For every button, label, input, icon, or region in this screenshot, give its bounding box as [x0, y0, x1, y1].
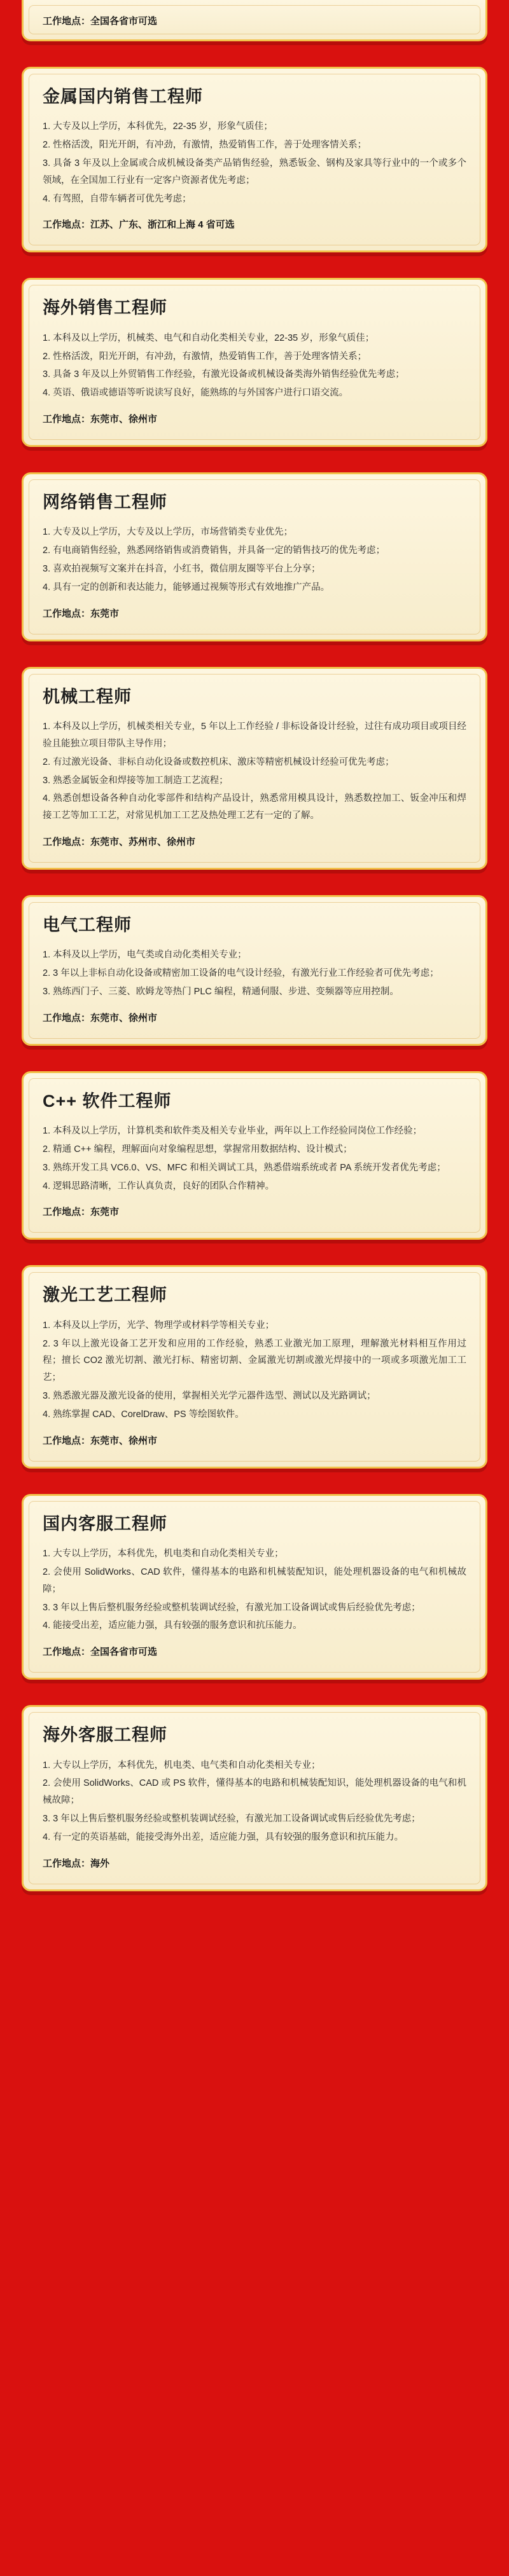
job-requirement-item: 3. 熟练开发工具 VC6.0、VS、MFC 和相关调试工具，熟悉借端系统或者 PA 系统开发者优先考虑；: [43, 1162, 446, 1173]
job-requirements: [43, 718, 466, 825]
job-requirements: [43, 330, 466, 402]
job-requirement-item: 1. 本科及以上学历，电气类或自动化类相关专业；: [43, 950, 247, 961]
job-title: 海外客服工程师: [43, 1725, 167, 1745]
job-requirements: [43, 947, 466, 1000]
job-requirement-item: 3. 熟练西门子、三菱、欧姆龙等热门 PLC 编程，精通伺服、步进、变频器等应用控制。: [43, 987, 399, 997]
job-requirement-item: 3. 3 年以上售后整机服务经验或整机装调试经验，有激光加工设备调试或售后经验优先考虑；: [43, 1814, 421, 1825]
job-requirement-item: 1. 本科及以上学历，光学、物理学或材料学等相关专业；: [43, 1320, 275, 1331]
job-card: [22, 1494, 487, 1680]
job-requirement-item: 4. 熟悉创想设备各种自动化零部件和结构产品设计，熟悉常用模具设计，熟悉数控加工、钣金冲压和焊接工艺等加工工艺，对常见机加工工艺及热处理工艺有一定的了解。: [43, 793, 466, 821]
job-title: 电气工程师: [43, 915, 132, 935]
job-location-label: 工作地点：: [43, 1435, 91, 1446]
job-location-label: 工作地点：: [43, 1647, 91, 1658]
job-requirement-item: 3. 3 年以上售后整机服务经验或整机装调试经验，有激光加工设备调试或售后经验优先考虑；: [43, 1602, 421, 1613]
job-requirement-item: 4. 英语、俄语或德语等听说读写良好，能熟练的与外国客户进行口语交流。: [43, 388, 349, 399]
job-requirement-item: 2. 会使用 SolidWorks、CAD 或 PS 软件，懂得基本的电路和机械装配知识，能处理机器设备的电气和机械故障；: [43, 1778, 466, 1806]
job-card: [22, 278, 487, 447]
job-requirements: [43, 1545, 466, 1634]
job-card-partial: [22, 0, 487, 41]
job-location-label: 工作地点：: [43, 1012, 91, 1024]
job-location-label: 工作地点：: [43, 219, 91, 231]
job-requirement-item: 3. 熟悉激光器及激光设备的使用，掌握相关光学元器件选型、测试以及光路调试；: [43, 1391, 376, 1402]
job-requirements: [43, 524, 466, 596]
job-location-value: 海外: [90, 1858, 110, 1869]
job-requirement-item: 1. 本科及以上学历，机械类、电气和自动化类相关专业，22-35 岁，形象气质佳；: [43, 332, 375, 343]
job-card: [22, 67, 487, 252]
job-location: [43, 1011, 466, 1026]
job-requirement-item: 1. 大专以上学历，本科优先，机电类和自动化类相关专业；: [43, 1549, 284, 1559]
job-location-value: 东莞市、苏州市、徐州市: [90, 837, 196, 847]
job-requirements: [43, 1317, 466, 1423]
job-requirement-item: 1. 大专以上学历，本科优先，机电类、电气类和自动化类相关专业；: [43, 1760, 321, 1771]
job-requirement-item: 4. 熟练掌握 CAD、CorelDraw、PS 等绘图软件。: [43, 1409, 244, 1420]
job-requirements: [43, 1123, 466, 1195]
job-location: [43, 1856, 466, 1872]
job-requirement-item: 4. 逻辑思路清晰，工作认真负责，良好的团队合作精神。: [43, 1181, 275, 1191]
job-card: [22, 1071, 487, 1240]
job-requirement-item: 4. 能接受出差，适应能力强，具有较强的服务意识和抗压能力。: [43, 1620, 302, 1631]
job-requirement-item: 2. 3 年以上激光设备工艺开发和应用的工作经验，熟悉工业激光加工原理，理解激光材料相互作用过程；擅长 CO2 激光切割、激光打标、精密切割、金属激光切割或激光焊接中的一项或多项激光加工工艺；: [43, 1338, 466, 1383]
job-location: [43, 1434, 466, 1449]
job-location: [43, 606, 466, 622]
job-location: [43, 1645, 466, 1660]
job-location-value: 东莞市、徐州市: [90, 1012, 158, 1024]
job-location-label: 工作地点：: [43, 837, 91, 847]
job-location-label: 工作地点：: [43, 608, 91, 619]
job-location-label: 工作地点：: [43, 1207, 91, 1218]
job-requirement-item: 2. 精通 C++ 编程，理解面向对象编程思想，掌握常用数据结构、设计模式；: [43, 1144, 352, 1155]
job-requirement-item: 3. 具备 3 年及以上金属或合成机械设备类产品销售经验，熟悉钣金、钢构及家具等行业中的一个或多个领域，在全国加工行业有一定客户资源者优先考虑；: [43, 158, 466, 186]
job-requirement-item: 2. 3 年以上非标自动化设备或精密加工设备的电气设计经验，有激光行业工作经验者可优先考虑；: [43, 968, 439, 979]
job-requirement-item: 3. 熟悉金属钣金和焊接等加工制造工艺流程；: [43, 775, 228, 786]
job-location-value: 东莞市、徐州市: [90, 1435, 158, 1446]
job-requirement-item: 1. 大专及以上学历，大专及以上学历，市场营销类专业优先；: [43, 527, 293, 538]
job-title: 网络销售工程师: [43, 493, 167, 512]
job-requirement-item: 3. 喜欢拍视频写文案并在抖音，小红书，微信朋友圈等平台上分享；: [43, 564, 321, 575]
job-location: [43, 217, 466, 233]
job-card: [22, 667, 487, 870]
job-requirement-item: 2. 性格活泼，阳光开朗，有冲劲，有激情，热爱销售工作，善于处理客情关系；: [43, 351, 367, 362]
job-requirement-item: 3. 具备 3 年及以上外贸销售工作经验，有激光设备或机械设备类海外销售经验优先考虑；: [43, 369, 405, 380]
job-requirement-item: 4. 具有一定的创新和表达能力，能够通过视频等形式有效地推广产品。: [43, 582, 330, 593]
job-location-label: 工作地点：: [43, 16, 91, 27]
job-location-label: 工作地点：: [43, 1858, 91, 1869]
job-location-value: 江苏、广东、浙江和上海 4 省可选: [90, 219, 235, 231]
job-title: 国内客服工程师: [43, 1514, 167, 1533]
job-card: [22, 1705, 487, 1891]
job-location-value: 东莞市、徐州市: [90, 414, 158, 425]
job-title: 海外销售工程师: [43, 298, 167, 318]
job-card: [22, 1265, 487, 1468]
job-requirement-item: 1. 本科及以上学历，机械类相关专业，5 年以上工作经验 / 非标设备设计经验，过往有成功项目或项目经验且能独立项目带队主导作用；: [43, 722, 466, 749]
job-location: [43, 412, 466, 427]
job-title: C++ 软件工程师: [43, 1091, 172, 1111]
job-requirement-item: 2. 会使用 SolidWorks、CAD 软件，懂得基本的电路和机械装配知识，能处理机器设备的电气和机械故障；: [43, 1566, 466, 1594]
job-requirement-item: 4. 有一定的英语基础，能接受海外出差，适应能力强，具有较强的服务意识和抗压能力。: [43, 1832, 404, 1842]
job-card: [22, 472, 487, 641]
job-location-value: 全国各省市可选: [90, 16, 158, 27]
job-location-value: 东莞市: [90, 608, 120, 619]
job-card: [22, 895, 487, 1046]
job-location-value: 全国各省市可选: [90, 1647, 158, 1658]
job-location-label: 工作地点：: [43, 414, 91, 425]
job-requirement-item: 1. 本科及以上学历，计算机类和软件类及相关专业毕业，两年以上工作经验同岗位工作经验；: [43, 1126, 422, 1137]
job-requirement-item: 2. 性格活泼，阳光开朗，有冲劲，有激情，热爱销售工作，善于处理客情关系；: [43, 140, 367, 151]
job-title: 激光工艺工程师: [43, 1285, 167, 1305]
job-requirement-item: 4. 有驾照，自带车辆者可优先考虑；: [43, 193, 192, 204]
job-requirement-item: 2. 有过激光设备、非标自动化设备或数控机床、激床等精密机械设计经验可优先考虑；: [43, 757, 394, 767]
job-requirement-item: 2. 有电商销售经验，熟悉网络销售或消费销售，并具备一定的销售技巧的优先考虑；: [43, 545, 386, 556]
job-location-value: 东莞市: [90, 1207, 120, 1218]
job-title: 机械工程师: [43, 687, 132, 706]
job-location: [43, 835, 466, 850]
job-location: [43, 1205, 466, 1220]
job-requirement-item: 1. 大专及以上学历，本科优先，22-35 岁，形象气质佳；: [43, 121, 273, 132]
job-requirements: [43, 1757, 466, 1846]
job-requirements: [43, 118, 466, 207]
job-location: [43, 14, 466, 29]
job-title: 金属国内销售工程师: [43, 87, 203, 106]
